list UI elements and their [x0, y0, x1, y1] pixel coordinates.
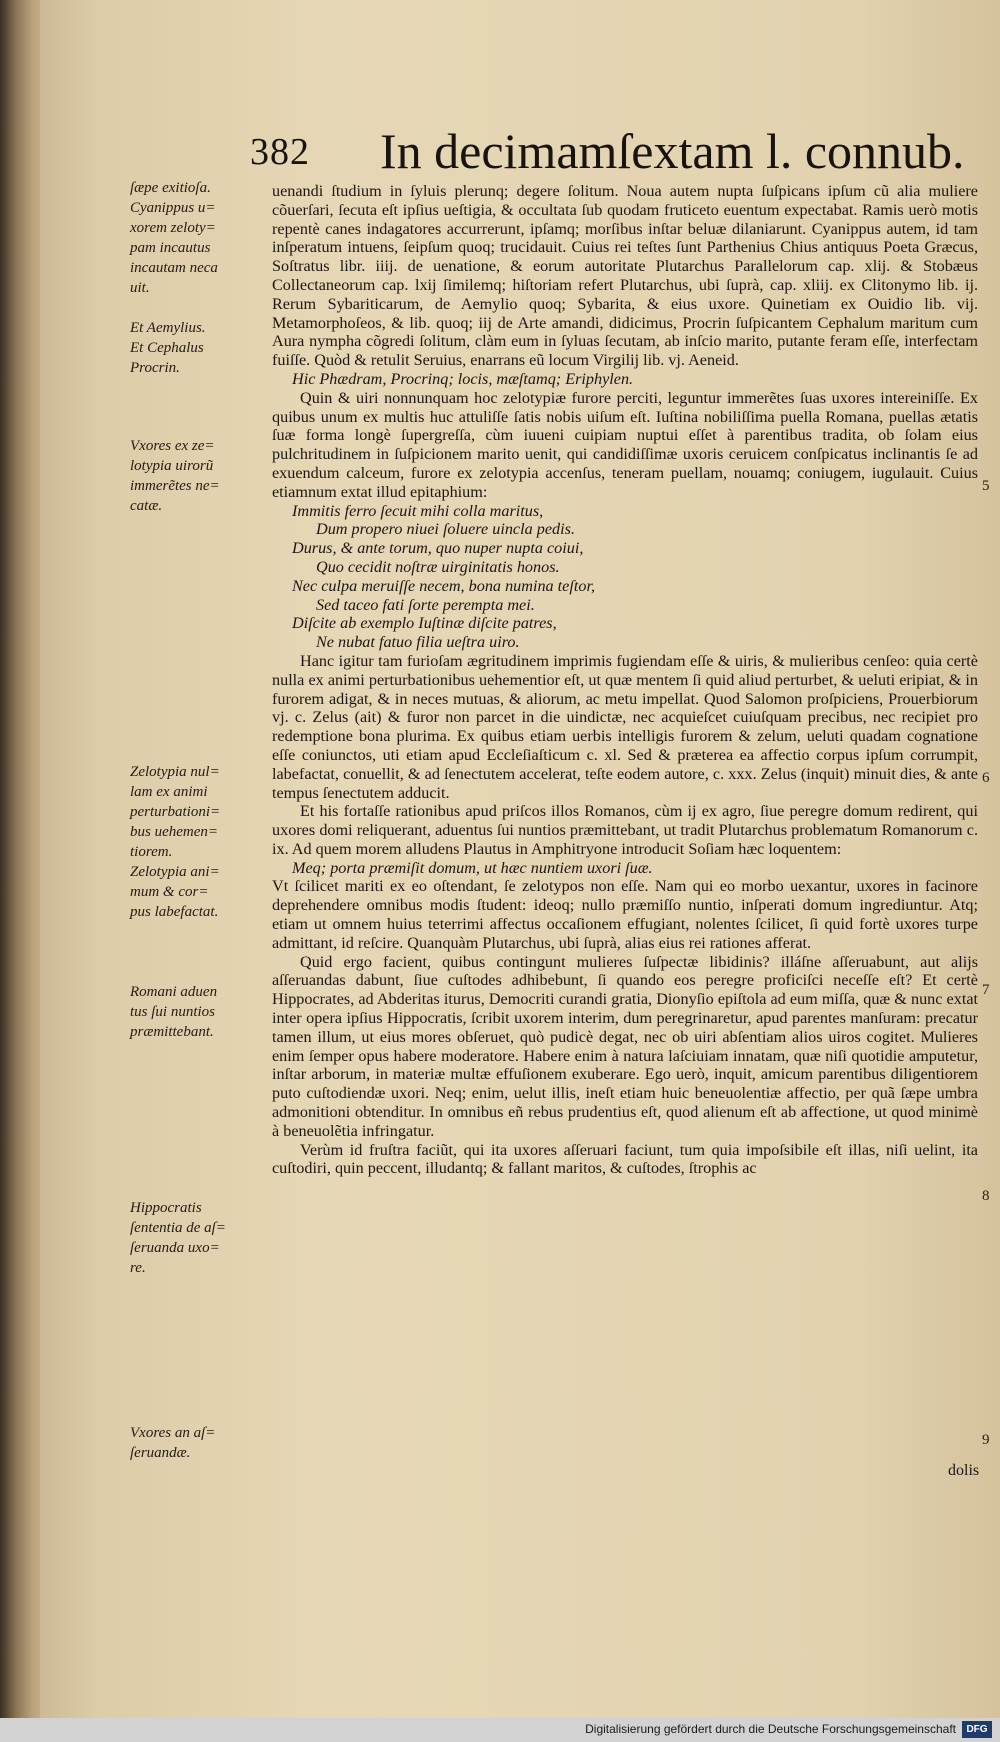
section-number: 8 [982, 1188, 990, 1204]
epitaph-verse: Immitis ferro ſecuit mihi colla maritus, [292, 501, 544, 520]
margin-note-line: Cyanippus u= [130, 200, 216, 216]
page-number: 382 [250, 131, 310, 173]
margin-note-line: Et Aemylius. [130, 320, 206, 336]
catchword: dolis [948, 1462, 980, 1479]
section-number: 7 [982, 982, 990, 998]
section-number: 6 [982, 770, 990, 786]
section-number: 9 [982, 1432, 990, 1448]
margin-note [130, 436, 270, 516]
margin-note-line: Vxores an aſ= [130, 1425, 216, 1441]
margin-note [130, 982, 270, 1042]
margin-note [130, 1198, 270, 1278]
margin-note-line: Hippocratis [130, 1200, 202, 1216]
margin-note-line: ſeruandæ. [130, 1445, 191, 1461]
margin-note-line: tiorem. [130, 844, 173, 860]
margin-note-line: Et Cephalus [130, 340, 204, 356]
footer-bar [0, 1718, 1000, 1742]
margin-note [130, 1423, 270, 1463]
epitaph-verse: Nec culpa meruiſſe necem, bona numina teſtor, [292, 576, 596, 595]
digitization-credit: Digitalisierung gefördert durch die Deutsche Forschungsgemeinschaft [585, 1722, 956, 1736]
margin-note-line: Procrin. [130, 360, 180, 376]
margin-note-line: præmittebant. [130, 1024, 214, 1040]
paragraph: Verùm id fruſtra faciũt, qui ita uxores aſſeruari faciunt, tum quia impoſsibile eſt illas, niſi uelint, ita cuſtodiri, quin peccent, illudantq; & fallant maritos, & cuſtodes, ſtrophis ac [272, 1140, 978, 1178]
page-header [230, 118, 965, 179]
margin-note-line: uit. [130, 280, 150, 296]
margin-note-line: mum & cor= [130, 884, 209, 900]
margin-note [130, 178, 270, 298]
margin-note-line: perturbationi= [130, 804, 221, 820]
margin-note-line: lotypia uirorũ [130, 458, 214, 474]
paragraph: Hanc igitur tam furioſam ægritudinem imprimis fugiendam eſſe & uiris, & mulieribus cenſeo: quia certè nulla ex animi perturbationibus uehementior eſt, ut quæ mentem ſi quid aliud perturbet, & ueluti eripiat, & in furorem adigat, & in neces mutuas, & aliorum, ac metu impellat. Quod Salomon proſpiciens, Prouerbiorum vj. c. Zelus (ait) & furor non parcet in die uindictæ, nec acquieſcet cuiuſquam precibus, nec recipiet pro redemptione bona plurima. Ex quibus etiam uerbis intelligis furorem & zelum, ueluti quadam cognatione eſſe coniunctos, uti etiam apud Eccleſiaſticum c. xl. Sed & præterea ea affectio corpus ipſum corrumpit, labefactat, conuellit, & ad ſenectutem accelerat, teſte eodem autore, c. xxx. Zelus (inquit) minuit dies, & ante tempus ſenectutem adducit. [272, 651, 978, 802]
section-numbers [982, 0, 1000, 1742]
margin-note-line: catæ. [130, 498, 163, 514]
margin-note-line: bus uehemen= [130, 824, 219, 840]
margin-note-line: re. [130, 1260, 146, 1276]
paragraph: Et his fortaſſe rationibus apud priſcos illos Romanos, cùm ij ex agro, ſiue peregre domum redirent, qui uxores domi reliquerant, aduentus ſui nuntios præmittebant, ut tradit Plutarchus problematum Romanorum c. ix. Ad quem morem alludens Plautus in Amphitryone introducit Soſiam hæc loquentem: [272, 802, 978, 858]
margin-note [130, 762, 270, 922]
margin-note-line: Vxores ex ze= [130, 438, 215, 454]
margin-note-line: tus ſui nuntios [130, 1004, 216, 1020]
margin-note-line: pus labefactat. [130, 904, 219, 920]
paragraph: Quid ergo facient, quibus contingunt mulieres ſuſpectæ libidinis? illáſne aſſeruabunt, aut alijs aſſeruandas dabunt, ſiue cuſtodes adhibebunt, ſi quando eos peregre proficiſci neceſſe eſt? Et certè Hippocrates, ad Abderitas iturus, Democriti curandi gratia, Dionyſio epiſtola ad eum miſſa, quæ & nunc extat inter opera ipſius Hippocratis, ſcribit uxorem interim, dum peregrinaretur, apud parentes manſuram: precatur tamen illum, ut eius mores obſeruet, quò pudicè degat, nec ob uiri abſentiam alios uiros cogitet. Mulieres enim ſemper opus habere moderatore. Habere enim à natura laſciuiam innatam, quæ niſi quotidie amputetur, inſtar arborum, in materiæ multæ effuſionem exuberare. Ego uerò, inquit, amicum parentibus diligentiorem puto cuſtodiendæ uxori. Neq; enim, uelut illis, ineſt etiam huic beneuolentiæ affectio, per quã ſæpe umbra admonitioni obtenditur. In omnibus eñ rebus prudentius eſt, quod alienum eſt ab affectione, ut quod minimè à beneuolẽtia infringatur. [272, 952, 978, 1140]
verse-quote: Meq; porta præmiſit domum, ut hæc nuntiem uxori ſuæ. [292, 858, 653, 877]
verse-quote: Hic Phædram, Procrinq; locis, mæſtamq; Eriphylen. [292, 369, 634, 388]
margin-note-line: Romani aduen [130, 984, 218, 1000]
epitaph-verse: Quo cecidit noſtræ uirginitatis honos. [316, 557, 560, 576]
margin-note-line: ſententia de aſ= [130, 1220, 226, 1236]
dfg-logo: DFG [962, 1721, 992, 1738]
section-number: 5 [982, 478, 990, 494]
margin-note-line: ſeruanda uxo= [130, 1240, 220, 1256]
epitaph-verse: Sed taceo fati ſorte perempta mei. [316, 595, 535, 614]
body-text [272, 182, 978, 1178]
running-title: In decimamſextam l. connub. [380, 123, 965, 179]
margin-note [130, 318, 270, 378]
margin-note-line: pam incautus [130, 240, 211, 256]
margin-notes [130, 0, 270, 1742]
epitaph-verse: Ne nubat fatuo filia ueſtra uiro. [316, 633, 520, 652]
epitaph-verse: Diſcite ab exemplo Iuſtinæ diſcite patres, [292, 614, 557, 633]
paragraph: Vt ſcilicet mariti ex eo oſtendant, ſe zelotypos non eſſe. Nam qui eo morbo uexantur, uxores in facinore deprehendere omnibus modis ſtudent: ideoq; nullo præmiſſo nuntio, inſperati domum ingrediuntur. Atq; etiam ut omnem huius teterrimi affectus occaſionem effugiant, nolentes ſcilicet, ſi quid fortè uxores turpe admittant, id reſcire. Quanquàm Plutarchus, ubi ſuprà, alias eius rei rationes afferat. [272, 877, 978, 952]
book-page [40, 0, 1000, 1742]
paragraph: Quin & uiri nonnunquam hoc zelotypiæ furore perciti, leguntur immerẽtes ſuas uxores intereiniſſe. Ex quibus unum ex multis huc attuliſſe ſatis nobis uiſum eſt. Iuſtina nobiliſſima puella Romana, puellas ætatis ſuæ forma longè ſupergreſſa, cùm iuueni cuipiam nuptui eſſet à parentibus tradita, ob ſolam eius pulchritudinem in ſuſpicionem marito uenit, qui candidiſſimæ uxoris ceruicem conſpicatus inclinantis ſe ad exuendum calceum, furore ex zelotypia accenſus, teneram puellam, nouamq; coniugem, iugulauit. Cuius etiamnum extat illud epitaphium: [272, 388, 978, 501]
epitaph-verse: Dum propero niuei ſoluere uincla pedis. [316, 520, 575, 539]
paragraph: uenandi ſtudium in ſyluis plerunq; degere ſolitum. Noua autem nupta ſuſpicans ipſum cũ alia muliere cõuerſari, ſecuta eſt ipſius ueſtigia, & occultata ſub quodam fruticeto euentum expectabat. Ramis uerò motis repentè canes indagatores accurrerunt, ipſamq; morſibus inſtar beluæ dilaniarunt. Cyanippus autem, id tam inſperatum intuens, ſeipſum quoq; trucidauit. Cuius rei teſtes ſunt Parthenius Chius antiquus Poeta Græcus, Soſtratus libr. iiij. de uenatione, & eorum autoritate Plutarchus Parallelorum cap. xlij. & Stobæus Collectaneorum cap. lxij ſimilemq; hiſtoriam refert Plutarchus, ubi ſuprà, cap. xliij. ex Clitonymo lib. ij. Rerum Sybariticarum, de Aemylio quoq; Sybarita, & eius uxore. Quinetiam ex Ouidio lib. vij. Metamorphoſeos, & lib. quoq; iij de Arte amandi, didicimus, Procrin ſuſpicantem Cephalum maritum cum Aura nympha cõgredi ſolitum, clàm eum in ſyluas ſecutam, ab inſcio marito, putante feram eſſe, interfectam fuiſſe. Quòd & retulit Seruius, enarrans eũ locum Virgilij lib. vj. Aeneid. [272, 182, 978, 370]
margin-note-line: Zelotypia ani= [130, 864, 220, 880]
margin-note-line: Zelotypia nul= [130, 764, 220, 780]
margin-note-line: xorem zeloty= [130, 220, 216, 236]
margin-note-line: ſæpe exitioſa. [130, 180, 211, 196]
margin-note-line: immerẽtes ne= [130, 478, 220, 494]
margin-note-line: lam ex animi [130, 784, 208, 800]
margin-note-line: incautam neca [130, 260, 218, 276]
epitaph-verse: Durus, & ante torum, quo nuper nupta coiui, [292, 539, 584, 558]
